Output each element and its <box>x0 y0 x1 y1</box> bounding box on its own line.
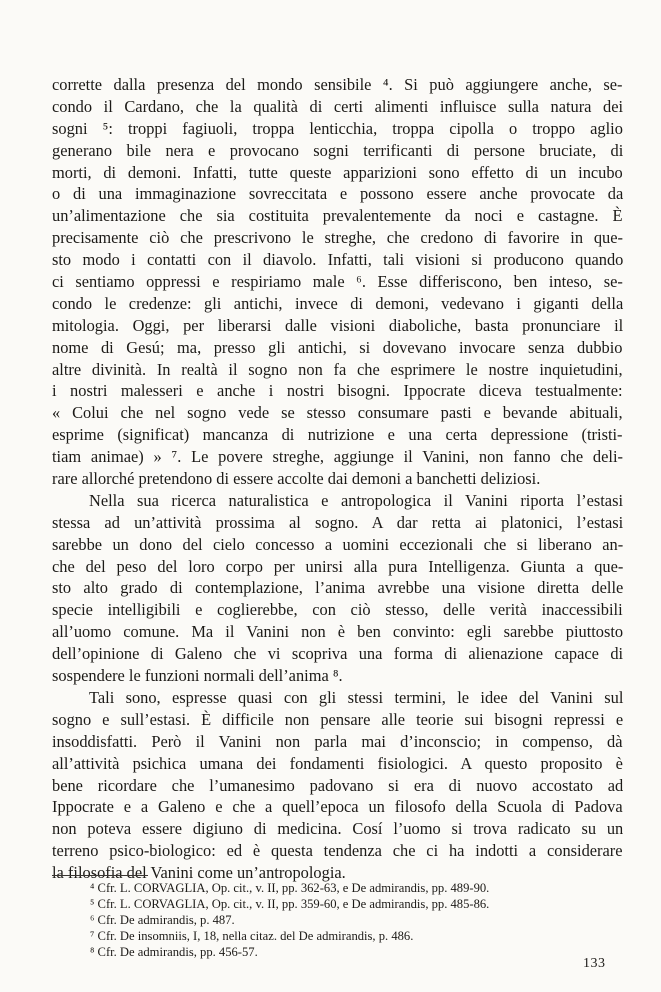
text-line: esprime (significat) mancanza di nutrizione e una certa depressione (tristi- <box>52 425 623 445</box>
text-line: sto alto grado di contemplazione, l’anima avrebbe una visione diretta delle <box>52 578 624 598</box>
text-line: condo il Cardano, che la qualità di certi alimenti influisce sulla natura dei <box>52 96 624 116</box>
footnote: ⁵ Cfr. L. CORVAGLIA, Op. cit., v. II, pp. 359-60, e De admirandis, pp. 485-86. <box>90 897 490 912</box>
footnote-separator <box>52 875 148 876</box>
main-text <box>52 74 623 884</box>
text-line: Nella sua ricerca naturalistica e antropologica il Vanini riporta l’estasi <box>89 490 624 510</box>
text-line: stessa ad un’attività prossima al sogno. A dar retta ai platonici, l’estasi <box>52 512 624 532</box>
text-line: non poteva essere digiuno di medicina. Cosí l’uomo si trova radicato su un <box>52 819 624 839</box>
footnote: ⁴ Cfr. L. CORVAGLIA, Op. cit., v. II, pp. 362-63, e De admirandis, pp. 489-90. <box>90 881 490 895</box>
text-line: altre divinità. In realtà il sogno non fa che esprimere le nostre inquietudini, <box>52 359 623 379</box>
text-line: sarebbe un dono del cielo concesso a uomini eccezionali che si liberano an- <box>52 534 624 554</box>
text-line: o di una immaginazione sovreccitata e possono essere anche provocate da <box>52 184 624 204</box>
footnotes <box>90 880 610 960</box>
text-line: tiam animae) » ⁷. Le povere streghe, aggiunge il Vanini, non fanno che deli- <box>52 447 623 467</box>
text-line: rare allorché pretendono di essere accolte dai demoni a banchetti deliziosi. <box>52 469 541 489</box>
text-line: corrette dalla presenza del mondo sensibile ⁴. Si può aggiungere anche, se- <box>52 75 623 94</box>
text-line: generano bile nera e provocano sogni terrificanti di persone bruciate, di <box>52 140 624 160</box>
footnote: ⁸ Cfr. De admirandis, pp. 456-57. <box>90 945 258 960</box>
text-line: mitologia. Oggi, per liberarsi dalle visioni diaboliche, basta pronunciare il <box>52 315 624 335</box>
text-line: ci sentiamo oppressi e respiriamo male ⁶. Esse differiscono, ben inteso, se- <box>52 272 623 292</box>
text-line: sogni ⁵: troppi fagiuoli, troppa lenticchia, troppa cipolla o troppo aglio <box>52 118 623 138</box>
text-line: morti, di demoni. Infatti, tutte queste apparizioni sono effetto di un incubo <box>52 162 623 182</box>
footnote: ⁶ Cfr. De admirandis, p. 487. <box>90 913 235 928</box>
footnote: ⁷ Cfr. De insomniis, I, 18, nella citaz. del De admirandis, p. 486. <box>90 929 414 944</box>
page-number: 133 <box>583 956 606 971</box>
text-line: sogno e sull’estasi. È difficile non pensare alle teorie sui bisogni repressi e <box>52 709 624 729</box>
text-line: Ippocrate e a Galeno e che a quell’epoca un filosofo della Scuola di Padova <box>52 797 623 817</box>
text-line: un’alimentazione che sia costituita prevalentemente da noci e castagne. È <box>52 206 623 226</box>
text-line: « Colui che nel sogno vede se stesso consumare pasti e bevande abituali, <box>52 403 623 423</box>
text-line: dell’opinione di Galeno che vi scopriva una forma di alienazione capace di <box>52 644 624 664</box>
text-line: specie intelligibili e coglierebbe, con ciò stesso, delle verità inaccessibili <box>52 600 623 620</box>
text-line: i nostri malesseri e anche i nostri bisogni. Ippocrate diceva testualmente: <box>52 381 623 401</box>
text-line: all’uomo comune. Ma il Vanini non è ben convinto: egli sarebbe piuttosto <box>52 622 624 642</box>
text-line: la filosofia del Vanini come un’antropologia. <box>52 863 346 883</box>
text-line: precisamente ciò che prescrivono le streghe, che credono di favorire in que- <box>52 228 623 248</box>
text-line: terreno psico-biologico: ed è questa tendenza che ci ha indotti a considerare <box>52 841 623 861</box>
text-line: sto modo i contatti con il diavolo. Infatti, tali visioni si producono quando <box>52 250 624 270</box>
text-line: bene ricordare che l’umanesimo padovano si era di nuovo accostato ad <box>52 775 624 795</box>
text-line: sospendere le funzioni normali dell’anima ⁸. <box>52 666 343 686</box>
text-line: nome di Gesú; ma, presso gli antichi, si dovevano invocare senza dubbio <box>52 337 623 357</box>
text-line: insoddisfatti. Però il Vanini non parla mai d’inconscio; in compenso, dà <box>52 731 623 751</box>
text-line: che del peso del loro corpo per unirsi alla pura Intelligenza. Giunta a que- <box>52 556 624 576</box>
text-line: condo le credenze: gli antichi, invece di demoni, vedevano i giganti della <box>52 293 624 313</box>
text-line: Tali sono, espresse quasi con gli stessi termini, le idee del Vanini sul <box>89 687 624 707</box>
text-line: all’attività psichica umana dei fondamenti fisiologici. A questo proposito è <box>52 753 623 773</box>
